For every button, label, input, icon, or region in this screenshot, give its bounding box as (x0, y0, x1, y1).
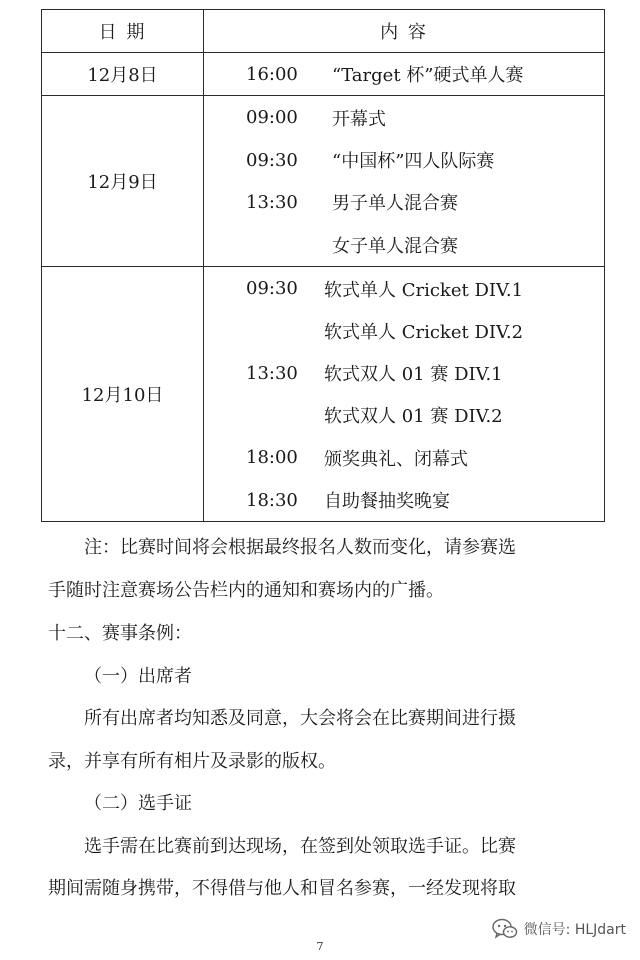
page-number: 7 (316, 940, 324, 953)
event-name: 男子单人混合赛 (332, 193, 458, 215)
event-item (204, 181, 604, 223)
event-name: 女子单人混合赛 (332, 235, 458, 257)
header-date: 日 期 (42, 10, 204, 53)
watermark-text: 微信号: HLJdart (523, 922, 626, 938)
event-item (204, 310, 604, 352)
subsection-title-player-card: （二）选手证 (84, 793, 192, 814)
event-name: 颁奖典礼、闭幕式 (324, 448, 468, 470)
header-content: 内 容 (204, 10, 605, 53)
event-item (204, 394, 604, 436)
event-name: 软式双人 01 赛 DIV.1 (324, 364, 503, 386)
note-line-2: 手随时注意赛场公告栏内的通知和赛场内的广播。 (48, 580, 444, 601)
note-line-1: 注：比赛时间将会根据最终报名人数而变化，请参赛选 (84, 537, 516, 558)
event-time: 09:00 (246, 107, 298, 129)
event-time: 09:30 (246, 278, 298, 300)
event-time: 13:30 (246, 362, 298, 384)
date-cell: 12月10日 (42, 267, 204, 522)
event-item (204, 97, 604, 139)
attendees-line-1: 所有出席者均知悉及同意，大会将会在比赛期间进行摄 (84, 708, 516, 729)
event-name: 软式单人 Cricket DIV.2 (324, 321, 524, 343)
event-name: “中国杯”四人队际赛 (332, 151, 495, 173)
event-time: 16:00 (246, 63, 298, 85)
watermark (492, 918, 626, 940)
events-cell (204, 53, 605, 96)
event-time: 09:30 (246, 149, 298, 171)
event-item (204, 53, 604, 95)
event-name: “Target 杯”硬式单人赛 (332, 65, 524, 87)
event-name: 自助餐抽奖晚宴 (324, 491, 450, 513)
subsection-title-attendees: （一）出席者 (84, 666, 192, 687)
event-time: 13:30 (246, 191, 298, 213)
date-cell: 12月9日 (42, 96, 204, 267)
schedule-row-day1 (42, 53, 605, 96)
schedule-header-row (42, 10, 605, 53)
schedule-table (41, 9, 605, 522)
event-item (204, 352, 604, 394)
player-card-line-2: 期间需随身携带，不得借与他人和冒名参赛，一经发现将取 (48, 878, 516, 899)
attendees-line-2: 录，并享有所有相片及录影的版权。 (48, 751, 336, 772)
wechat-icon (492, 918, 518, 940)
date-cell: 12月8日 (42, 53, 204, 96)
events-cell (204, 267, 605, 522)
event-item (204, 267, 604, 309)
event-time: 18:00 (246, 447, 298, 469)
event-item (204, 224, 604, 266)
schedule-row-day3 (42, 267, 605, 522)
event-name: 开幕式 (332, 108, 386, 130)
event-time: 18:30 (246, 489, 298, 511)
event-item (204, 139, 604, 181)
event-item (204, 479, 604, 521)
event-item (204, 437, 604, 479)
event-name: 软式双人 01 赛 DIV.2 (324, 406, 503, 428)
schedule-row-day2 (42, 96, 605, 267)
section-heading: 十二、赛事条例： (48, 623, 192, 644)
event-name: 软式单人 Cricket DIV.1 (324, 279, 524, 301)
events-cell (204, 96, 605, 267)
player-card-line-1: 选手需在比赛前到达现场，在签到处领取选手证。比赛 (84, 836, 516, 857)
